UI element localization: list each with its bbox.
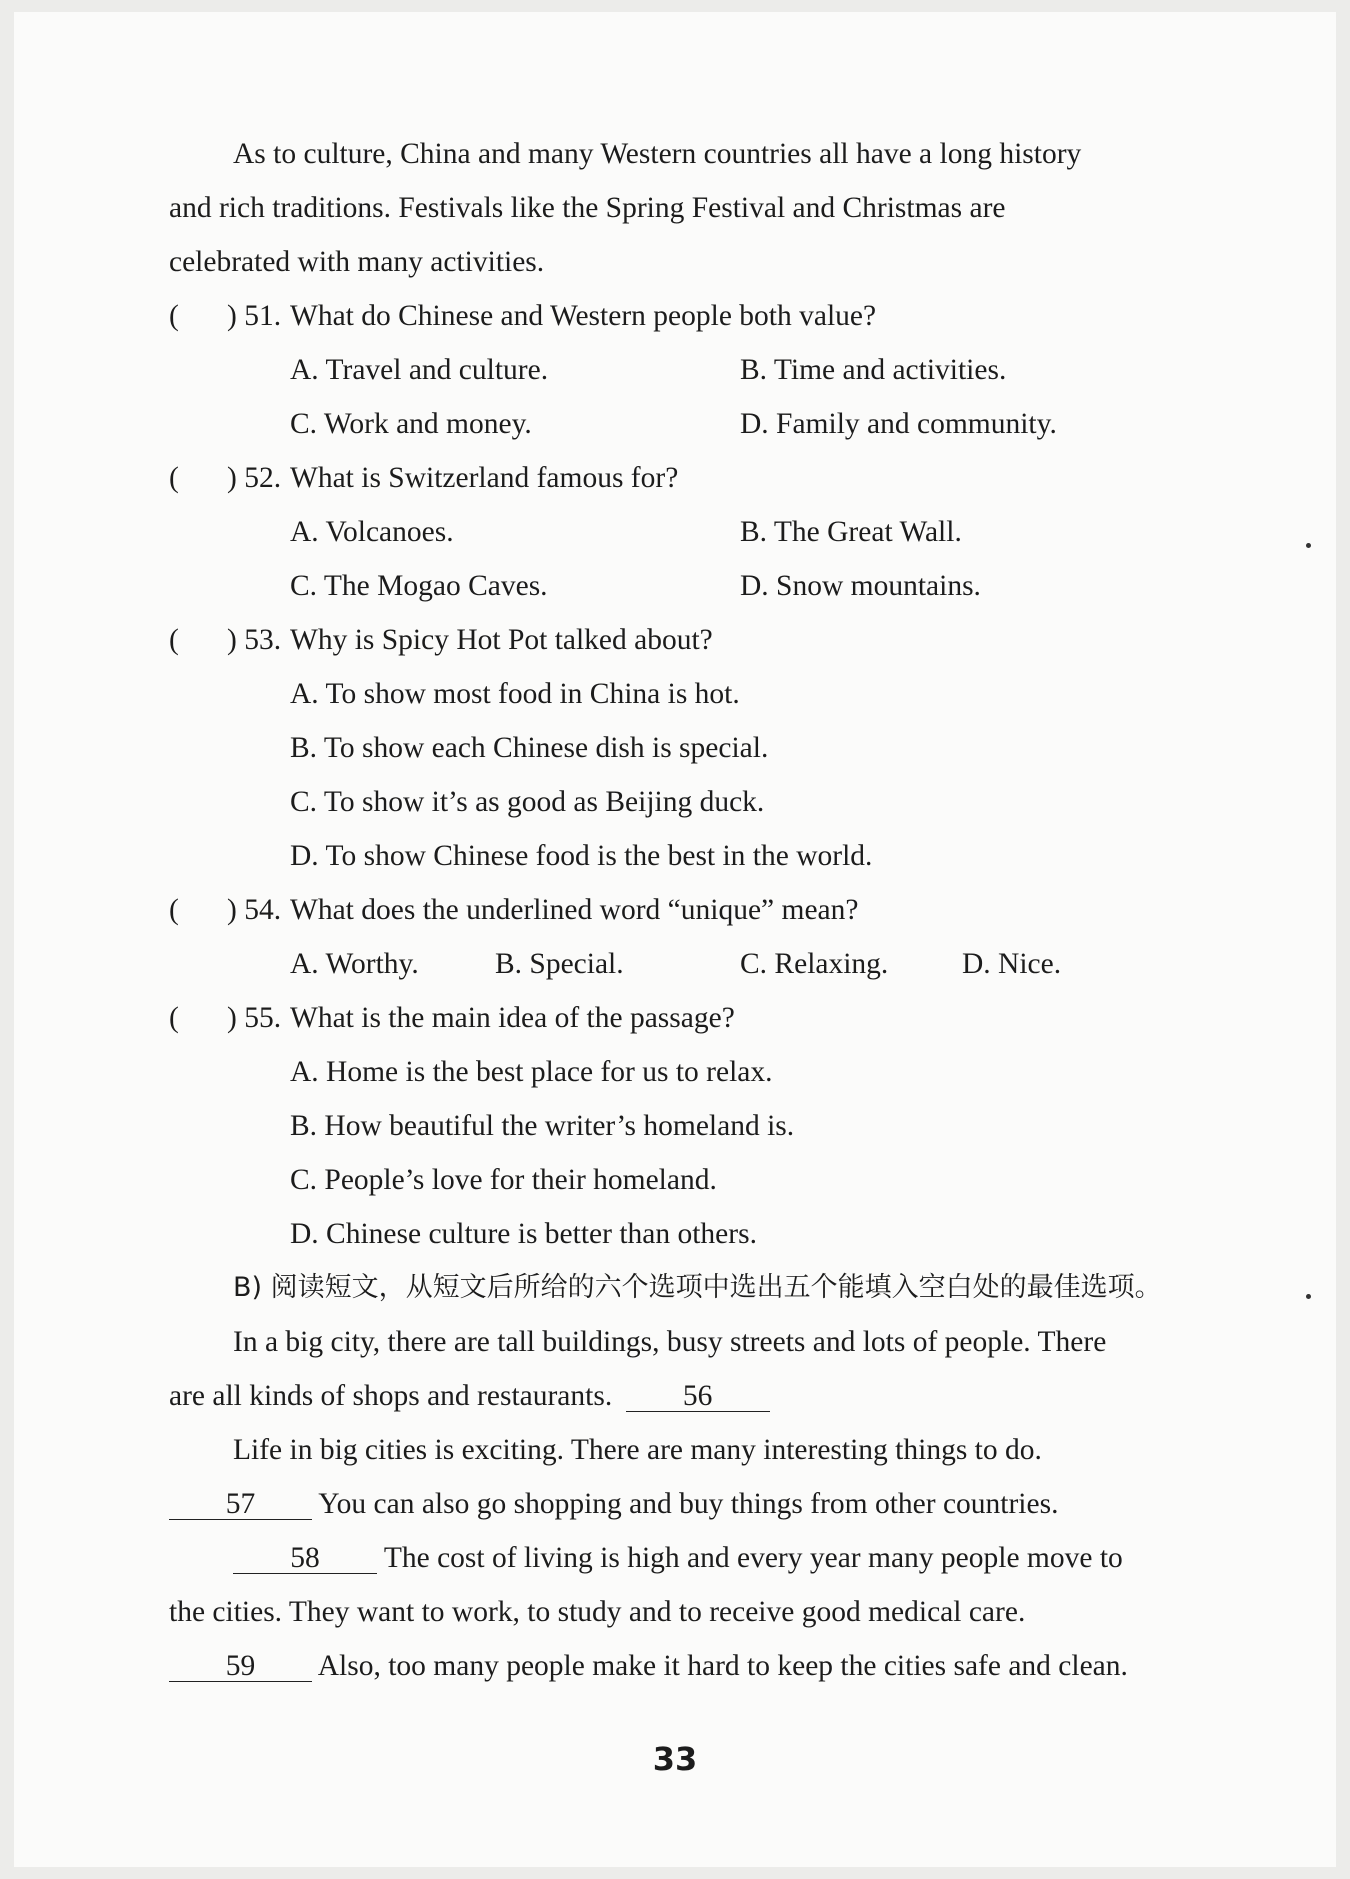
worksheet-page [14,12,1336,1867]
option: C. To show it’s as good as Beijing duck. [290,786,765,818]
passage-line [169,1646,1128,1686]
answer-bracket[interactable]: ( [169,624,179,656]
passage-text: The cost of living is high and every year many people move to [383,1542,1123,1574]
option: D. Snow mountains. [740,570,981,602]
option: A. Volcanoes. [290,516,454,548]
option: B. To show each Chinese dish is special. [290,732,769,764]
answer-bracket[interactable]: ( [169,300,179,332]
question-text: Why is Spicy Hot Pot talked about? [290,624,713,656]
blank-58[interactable]: 58 [233,1543,377,1574]
blank-57[interactable]: 57 [169,1489,312,1520]
scan-dot [1306,1294,1311,1299]
option: D. To show Chinese food is the best in the world. [290,840,873,872]
option: B. Time and activities. [740,354,1007,386]
option: C. The Mogao Caves. [290,570,548,602]
option: D. Nice. [962,948,1062,980]
passage-line: Life in big cities is exciting. There are many interesting things to do. [233,1434,1042,1466]
scan-dot [1306,543,1311,548]
question-text: What do Chinese and Western people both value? [290,300,877,332]
option: B. The Great Wall. [740,516,962,548]
option: D. Chinese culture is better than others. [290,1218,757,1250]
blank-59[interactable]: 59 [169,1651,312,1682]
option: A. Home is the best place for us to relax. [290,1056,773,1088]
blank-56[interactable]: 56 [626,1381,770,1412]
passage-line: the cities. They want to work, to study and to receive good medical care. [169,1596,1026,1628]
question-number: ) 55. [227,1002,282,1034]
passage-line [169,1484,1058,1524]
question-number: ) 52. [227,462,282,494]
page-number: 33 [652,1740,698,1778]
passage-line: As to culture, China and many Western countries all have a long history [233,138,1082,170]
option: B. How beautiful the writer’s homeland is. [290,1110,795,1142]
question-text: What is the main idea of the passage? [290,1002,735,1034]
passage-text: are all kinds of shops and restaurants. [169,1380,613,1412]
passage-line [233,1538,1123,1578]
passage-line: celebrated with many activities. [169,246,545,278]
option: A. To show most food in China is hot. [290,678,740,710]
section-b-instruction: B) 阅读短文，从短文后所给的六个选项中选出五个能填入空白处的最佳选项。 [233,1272,1162,1303]
passage-line: In a big city, there are tall buildings, busy streets and lots of people. There [233,1326,1107,1358]
passage-text: You can also go shopping and buy things from other countries. [318,1488,1059,1520]
question-number: ) 51. [227,300,282,332]
question-number: ) 53. [227,624,282,656]
question-text: What is Switzerland famous for? [290,462,679,494]
question-text: What does the underlined word “unique” mean? [290,894,859,926]
question-number: ) 54. [227,894,282,926]
option: B. Special. [495,948,624,980]
option: A. Worthy. [290,948,419,980]
answer-bracket[interactable]: ( [169,1002,179,1034]
option: C. Relaxing. [740,948,889,980]
answer-bracket[interactable]: ( [169,462,179,494]
passage-line [169,1376,770,1416]
passage-line: and rich traditions. Festivals like the Spring Festival and Christmas are [169,192,1006,224]
option: C. People’s love for their homeland. [290,1164,717,1196]
option: D. Family and community. [740,408,1057,440]
option: C. Work and money. [290,408,532,440]
passage-text: Also, too many people make it hard to keep the cities safe and clean. [317,1650,1128,1682]
option: A. Travel and culture. [290,354,549,386]
answer-bracket[interactable]: ( [169,894,179,926]
